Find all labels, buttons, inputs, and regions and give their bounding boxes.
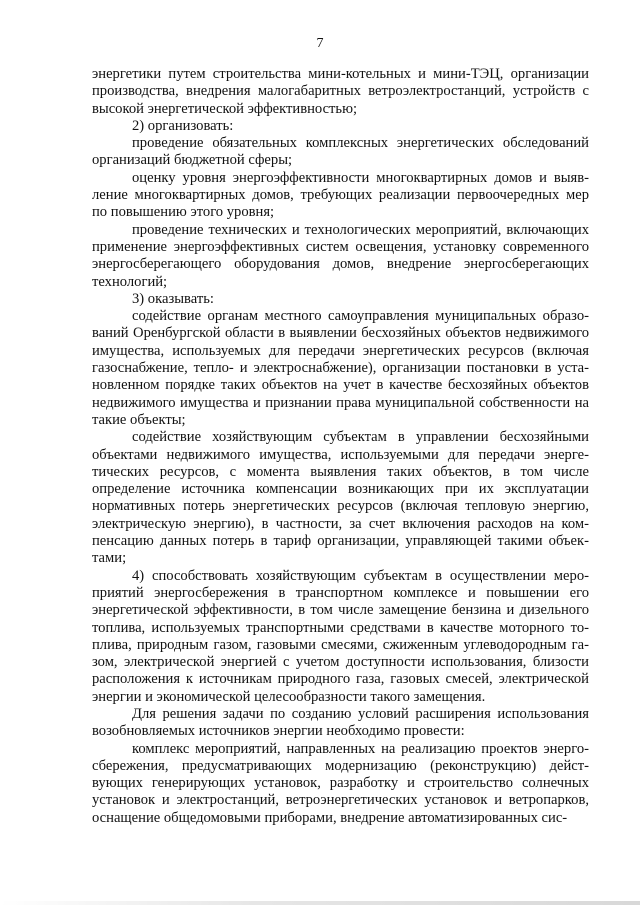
paragraph: оценку уровня энергоэффективности многоквартирных домов и выявление многоквартирных домов, требующих реализации первоочередных мер по повышению этого уровня;: [92, 169, 589, 221]
paragraph: проведение обязательных комплексных энергетических обследований организаций бюджетной сферы;: [92, 135, 589, 169]
paragraph: 4) способствовать хозяйствующим субъектам в осуществлении мероприятий энергосбережения в транспортном комплексе и повышении его энергетической эффективности, в том числе замещение бензина и дизельного топлива, используемых транспортными средствами в качестве моторного топлива, природным газом, газовыми смесями, сжиженным углеводородным газом, электрической энергией с учетом доступности использования, близости расположения к источникам природного газа, газовых смесей, электрической энергии и экономической целесообразности такого замещения.: [92, 567, 589, 705]
paragraph: содействие органам местного самоуправления муниципальных образований Оренбургской области в выявлении бесхозяйных объектов недвижимого имущества, используемых для передачи энергетических ресурсов (включая газоснабжение, тепло- и электроснабжение), организации постановки в установленном порядке таких объектов на учет в качестве бесхозяйных объектов недвижимого имущества и признании права муниципальной собственности на такие объекты;: [92, 308, 589, 428]
document-body: [92, 66, 589, 827]
paragraph: содействие хозяйствующим субъектам в управлении бесхозяйными объектами недвижимого имущества, используемыми для передачи энергетических ресурсов, с момента выявления таких объектов, в том числе определение источника компенсации возникающих при их эксплуатации нормативных потерь энергетических ресурсов (включая тепловую энергию, электрическую энергию), в частности, за счет включения расходов на компенсацию данных потерь в тариф организации, управляющей такими объектами;: [92, 429, 589, 567]
paragraph: Для решения задачи по созданию условий расширения использования возобновляемых источников энергии необходимо провести:: [92, 705, 589, 740]
paragraph: 2) организовать:: [132, 117, 234, 134]
paragraph: комплекс мероприятий, направленных на реализацию проектов энергосбережения, предусматривающих модернизацию (реконструкцию) действующих генерирующих установок, разработку и строительство солнечных установок и электростанций, ветроэнергетических установок и ветропарков, оснащение общедомовыми приборами, внедрение автоматизированных сис-: [92, 740, 589, 826]
paragraph: проведение технических и технологических мероприятий, включающих применение энергоэффективных систем освещения, установку современного энергосберегающего оборудования домов, внедрение энергосберегающих технологий;: [92, 221, 589, 290]
paragraph: энергетики путем строительства мини-котельных и мини-ТЭЦ, организации производства, внедрения малогабаритных ветроэлектростанций, устройств с высокой энергетической эффективностью;: [92, 66, 589, 117]
page-number: 7: [316, 36, 324, 51]
scan-edge-shadow: [0, 901, 640, 905]
paragraph: 3) оказывать:: [132, 290, 214, 307]
